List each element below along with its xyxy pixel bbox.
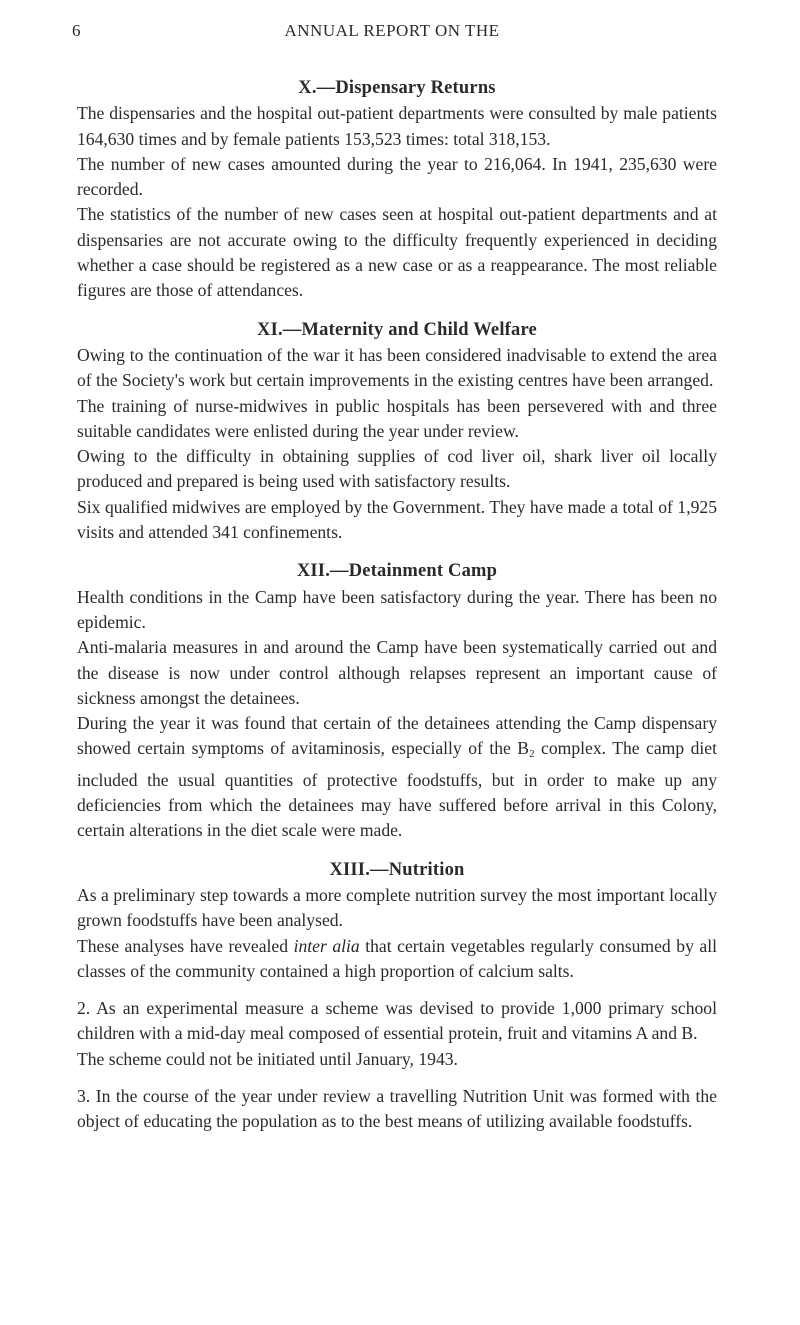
section-detainment-camp [77, 559, 717, 843]
section-heading: XII.—Detainment Camp [296, 561, 498, 582]
paragraph: The statistics of the number of new cases seen at hospital out-patient departments and at dispensaries are not accurate owing to the difficulty frequently experienced in deciding whether a case should be registered as a new case or as a reappearance. The most reliable figures are those of attendances. [77, 204, 717, 301]
text-run: that certain vegetables regularly consumed by all classes of the community contained a high proportion of calcium salts. [77, 935, 717, 981]
paragraph: Health conditions in the Camp have been satisfactory during the year. There has been no epidemic. [77, 586, 717, 632]
paragraph-spacer [77, 984, 717, 996]
paragraph: Anti-malaria measures in and around the Camp have been systematically carried out and the disease is now under control although relapses represent an important cause of sickness amongst the detainees. [77, 637, 717, 708]
section-heading: X.—Dispensary Returns [298, 78, 496, 98]
section-spacer [77, 545, 717, 559]
running-title: ANNUAL REPORT ON THE [284, 21, 500, 40]
paragraph: As a preliminary step towards a more complete nutrition survey the most important locally grown foodstuffs have been analysed. [77, 884, 717, 931]
report-body [77, 76, 717, 1135]
running-head [72, 21, 712, 45]
paragraph: The number of new cases amounted during the year to 216,064. In 1941, 235,630 were recorded. [77, 153, 717, 200]
paragraph: Owing to the continuation of the war it has been considered inadvisable to extend the area of the Society's work but certain improvements in the existing centres have been arranged. [77, 344, 717, 391]
paragraph: 2. As an experimental measure a scheme was devised to provide 1,000 primary school children with a mid-day meal composed of essential protein, fruit and vitamins A and B. [77, 998, 717, 1044]
paragraph [77, 711, 717, 843]
paragraph: The scheme could not be initiated until January, 1943. [77, 1048, 458, 1069]
section-spacer [77, 304, 717, 318]
text-run: During the year it was found that certain of the detainees attending the Camp dispensary showed certain symptoms of avitaminosis, especially of the B [77, 713, 717, 759]
paragraph: Six qualified midwives are employed by the Government. They have made a total of 1,925 visits and attended 341 confinements. [77, 496, 717, 543]
paragraph-spacer [77, 1072, 717, 1084]
section-dispensary-returns [77, 76, 717, 304]
subscript: 2 [529, 748, 535, 761]
text-run: These analyses have revealed [77, 935, 294, 956]
text-run: complex. The camp diet included the usual quantities of protective foodstuffs, but in order to make up any deficiencies from which the detainees may have suffered before arrival in this Colony, certain alterations in the diet scale were made. [77, 738, 717, 841]
section-maternity-child-welfare [77, 318, 717, 546]
paragraph: 3. In the course of the year under review a travelling Nutrition Unit was formed with the object of educating the population as to the best means of utilizing available foodstuffs. [77, 1085, 717, 1132]
section-heading: XIII.—Nutrition [329, 859, 465, 880]
italic-phrase: inter alia [293, 935, 360, 956]
page-number: 6 [72, 21, 81, 40]
paragraph: Owing to the difficulty in obtaining supplies of cod liver oil, shark liver oil locally produced and prepared is being used with satisfactory results. [77, 446, 717, 492]
paragraph: The training of nurse-midwives in public hospitals has been persevered with and three suitable candidates were enlisted during the year under review. [77, 395, 717, 441]
section-heading: XI.—Maternity and Child Welfare [257, 319, 537, 340]
paragraph: The dispensaries and the hospital out-patient departments were consulted by male patients 164,630 times and by female patients 153,523 times: total 318,153. [77, 103, 717, 149]
paragraph [77, 934, 717, 985]
section-spacer [77, 844, 717, 858]
section-nutrition [77, 858, 717, 1135]
